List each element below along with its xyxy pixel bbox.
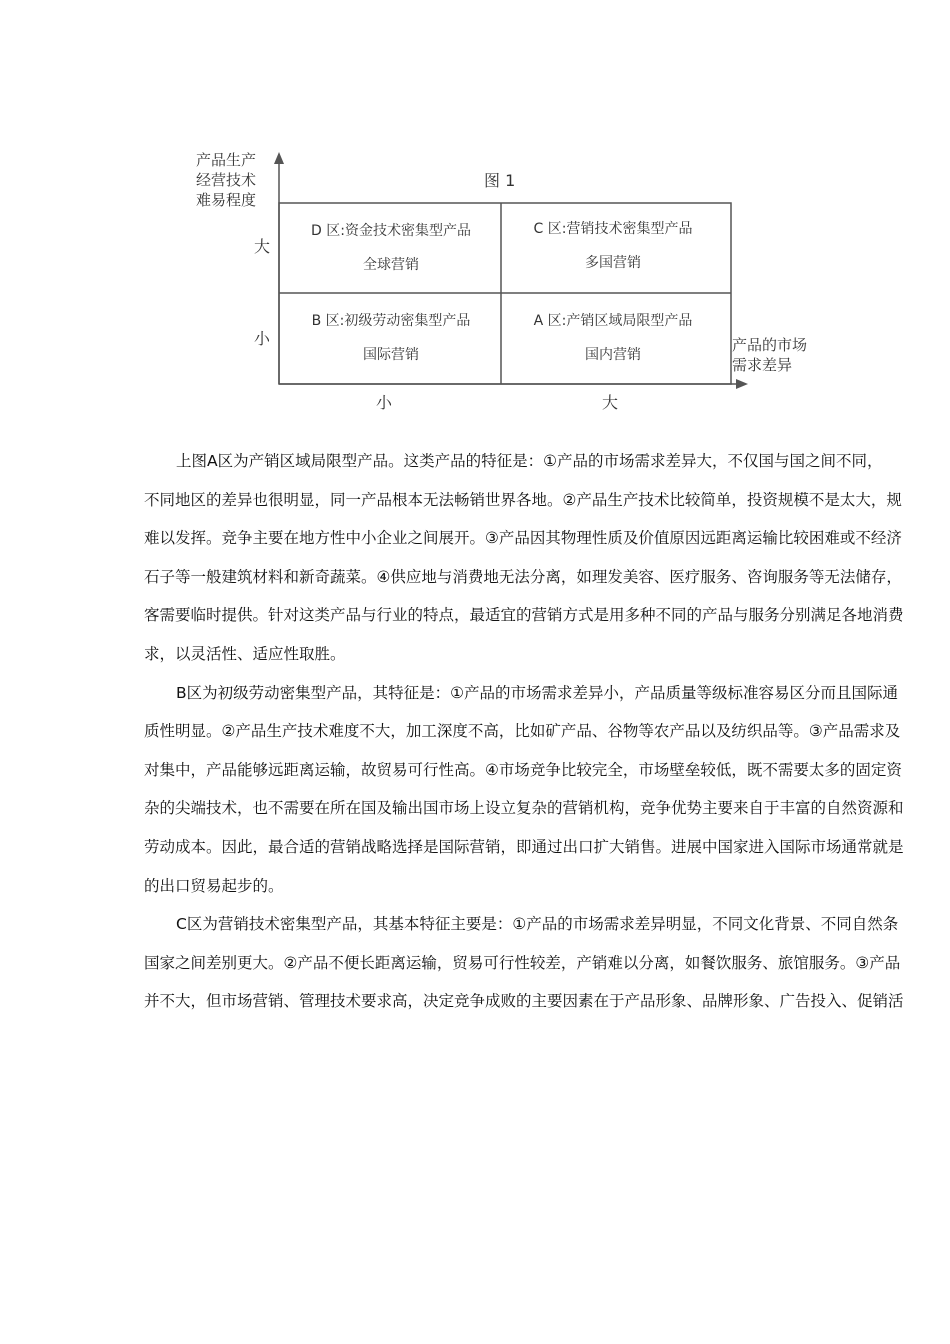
cell-d-strategy: 全球营销 [363, 257, 419, 273]
cell-b-strategy: 国际营销 [363, 347, 419, 363]
cell-c-strategy: 多国营销 [585, 255, 641, 271]
text-line: 的出口贸易起步的。 [144, 876, 284, 895]
y-axis-label [196, 150, 286, 210]
text-line: C区为营销技术密集型产品，其基本特征主要是：①产品的市场需求差异明显，不同文化背景、不同自然条 [176, 915, 899, 934]
y-axis-label-line: 产品生产 [196, 151, 257, 169]
y-axis-label-line: 难易程度 [196, 191, 257, 209]
paragraph-b-zone [144, 674, 950, 906]
y-tick-big: 大 [254, 237, 271, 256]
cell-d-title: D 区:资金技术密集型产品 [311, 223, 471, 239]
x-tick-small: 小 [376, 393, 393, 412]
cell-b [280, 310, 502, 364]
body-text [144, 442, 950, 1021]
cell-c-title: C 区:营销技术密集型产品 [533, 221, 693, 237]
x-tick-big: 大 [602, 393, 619, 412]
x-axis-label-line: 产品的市场 [732, 336, 808, 354]
cell-a-strategy: 国内营销 [585, 347, 641, 363]
diagram-title: 图 1 [484, 171, 516, 190]
text-line: B区为初级劳动密集型产品，其特征是：①产品的市场需求差异小，产品质量等级标准容易区分而且国际通 [176, 683, 899, 702]
paragraph-c-zone [144, 905, 950, 1021]
text-line: 杂的尖端技术，也不需要在所在国及输出国市场上设立复杂的营销机构，竞争优势主要来自于丰富的自然资源和 [144, 799, 904, 818]
text-line: 对集中，产品能够远距离运输，故贸易可行性高。④市场竞争比较完全，市场壁垒较低，既不需要太多的固定资 [144, 760, 902, 779]
text-line: 质性明显。②产品生产技术难度不大，加工深度不高，比如矿产品、谷物等农产品以及纺织品等。③产品需求及 [144, 722, 901, 741]
cell-b-title: B 区:初级劳动密集型产品 [311, 313, 471, 329]
cell-d [280, 220, 502, 274]
y-tick-small: 小 [254, 329, 271, 348]
quadrant-diagram [0, 0, 950, 420]
x-axis-arrow-icon [736, 379, 748, 389]
text-line: 劳动成本。因此，最合适的营销战略选择是国际营销，即通过出口扩大销售。进展中国家进入国际市场通常就是 [144, 837, 904, 856]
text-line: 上图A区为产销区域局限型产品。这类产品的特征是：①产品的市场需求差异大，不仅国与国之间不同， [176, 452, 883, 470]
x-axis-label [732, 335, 852, 375]
text-line: 客需要临时提供。针对这类产品与行业的特点，最适宜的营销方式是用多种不同的产品与服务分别满足各地消费 [144, 606, 904, 625]
text-line: 不同地区的差异也很明显，同一产品根本无法畅销世界各地。②产品生产技术比较简单，投资规模不是太大，规 [144, 490, 902, 509]
y-axis-label-line: 经营技术 [196, 171, 257, 189]
cell-a-title: A 区:产销区域局限型产品 [533, 313, 693, 329]
cell-a [502, 310, 724, 364]
text-line: 国家之间差别更大。②产品不便长距离运输，贸易可行性较差，产销难以分离，如餐饮服务、旅馆服务。③产品 [144, 953, 901, 972]
x-axis-label-line: 需求差异 [732, 356, 793, 374]
text-line: 石子等一般建筑材料和新奇蔬菜。④供应地与消费地无法分离，如理发美容、医疗服务、咨询服务等无法储存， [144, 567, 902, 586]
text-line: 难以发挥。竞争主要在地方性中小企业之间展开。③产品因其物理性质及价值原因远距离运输比较困难或不经济 [144, 529, 902, 548]
cell-c [502, 218, 724, 272]
text-line: 并不大，但市场营销、管理技术要求高，决定竞争成败的主要因素在于产品形象、品牌形象、广告投入、促销活 [144, 992, 904, 1011]
text-line: 求，以灵活性、适应性取胜。 [144, 644, 346, 663]
paragraph-a-zone [144, 442, 950, 674]
